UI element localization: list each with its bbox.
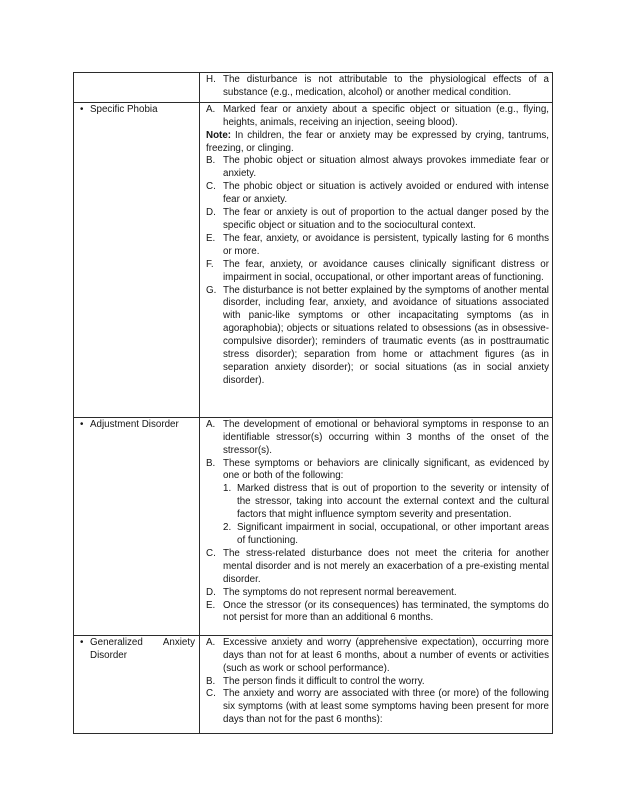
criterion-item	[206, 676, 549, 689]
criterion-text: Significant impairment in social, occupational, or other important areas of functioning.	[237, 522, 549, 546]
criteria-cell	[200, 73, 552, 102]
criterion-marker: C.	[206, 688, 216, 700]
disorder-cell	[74, 636, 200, 733]
table-row	[74, 636, 552, 733]
table-row	[74, 73, 552, 103]
criterion-marker: B.	[206, 675, 216, 687]
criterion-marker: B.	[206, 155, 216, 167]
criteria-cell	[200, 103, 552, 417]
criterion-text: The person finds it difficult to control the worry.	[223, 675, 425, 687]
criterion-text: Marked fear or anxiety about a specific object or situation (e.g., flying, heights, animals, receiving an injection, seeing blood).	[223, 103, 549, 128]
criterion-marker: A.	[206, 636, 216, 648]
criterion-item	[206, 458, 549, 484]
disorder-label: Generalized Anxiety Disorder	[90, 636, 195, 661]
disorder-label: Specific Phobia	[90, 103, 158, 115]
criterion-marker: A.	[206, 103, 216, 115]
criterion-marker: B.	[206, 457, 216, 469]
criterion-text: The anxiety and worry are associated with three (or more) of the following six symptoms (with at least some symptoms having been present for more days than not for the past 6 months):	[223, 688, 549, 726]
criterion-item	[206, 155, 549, 181]
criterion-item	[206, 587, 549, 600]
table-row	[74, 418, 552, 636]
criterion-item	[206, 637, 549, 676]
bullet-icon: •	[80, 103, 84, 115]
criterion-marker: G.	[206, 284, 217, 296]
criterion-item	[206, 285, 549, 388]
criterion-text: Once the stressor (or its consequences) has terminated, the symptoms do not persist for more than an additional 6 months.	[223, 599, 549, 624]
disorder-item	[80, 419, 195, 432]
criterion-item	[223, 483, 549, 522]
criterion-text: The symptoms do not represent normal bereavement.	[223, 586, 457, 598]
criterion-item	[206, 104, 549, 130]
criterion-text: The stress-related disturbance does not meet the criteria for another mental disorder and is not merely an exacerbation of a pre-existing mental disorder.	[223, 547, 549, 585]
disorder-item	[80, 637, 195, 663]
criteria-cell	[200, 636, 552, 733]
criterion-item	[206, 259, 549, 285]
criterion-text: The disturbance is not attributable to the physiological effects of a substance (e.g., medication, alcohol) or another medical condition.	[223, 74, 549, 98]
bullet-icon: •	[80, 636, 84, 648]
note-label: Note:	[206, 129, 232, 141]
criterion-marker: C.	[206, 181, 216, 193]
criterion-item	[206, 688, 549, 727]
criterion-item	[206, 600, 549, 626]
criterion-item	[206, 419, 549, 458]
criterion-text: The fear, anxiety, or avoidance is persistent, typically lasting for 6 months or more.	[223, 232, 549, 257]
criterion-marker: H.	[206, 74, 216, 85]
criterion-marker: D.	[206, 207, 216, 219]
criterion-text: Marked distress that is out of proportion to the severity or intensity of the stressor, taking into account the external context and the cultural factors that might influence symptom severity and presentation.	[237, 483, 549, 521]
criterion-text: The phobic object or situation is actively avoided or endured with intense fear or anxiety.	[223, 181, 549, 206]
criterion-item	[206, 548, 549, 587]
criterion-marker: F.	[206, 258, 214, 270]
criterion-text: The development of emotional or behavioral symptoms in response to an identifiable stressor(s) occurring within 3 months of the onset of the stressor(s).	[223, 418, 549, 456]
criterion-item	[206, 233, 549, 259]
note-paragraph: Note: In children, the fear or anxiety may be expressed by crying, tantrums, freezing, or clinging.	[206, 129, 549, 154]
criterion-item	[206, 181, 549, 207]
criterion-text: The disturbance is not better explained by the symptoms of another mental disorder, including fear, anxiety, and avoidance of situations associated with panic-like symptoms or other incapacitating symptoms (as in agoraphobia); objects or situations related to obsessions (as in obsessive-compulsive disorder); reminders of traumatic events (as in posttraumatic stress disorder); separation from home or attachment figures (as in separation anxiety disorder); or social situations (as in social anxiety disorder).	[223, 284, 549, 386]
criterion-text: The fear, anxiety, or avoidance causes clinically significant distress or impairment in social, occupational, or other important areas of functioning.	[223, 258, 549, 283]
disorder-cell	[74, 103, 200, 417]
bullet-icon: •	[80, 418, 84, 430]
criterion-item	[206, 207, 549, 233]
disorder-cell	[74, 418, 200, 635]
criteria-cell	[200, 418, 552, 635]
criterion-marker: A.	[206, 418, 216, 430]
criterion-marker: E.	[206, 232, 216, 244]
disorder-item	[80, 104, 195, 117]
criterion-marker: 1.	[223, 483, 232, 495]
criteria-table	[73, 72, 553, 734]
criterion-text: The fear or anxiety is out of proportion to the actual danger posed by the specific object or situation and to the sociocultural context.	[223, 207, 549, 231]
criterion-text: These symptoms or behaviors are clinically significant, as evidenced by one or both of the following:	[223, 457, 549, 482]
criterion-item	[206, 74, 549, 100]
criterion-marker: D.	[206, 586, 216, 598]
criterion-marker: 2.	[223, 522, 232, 534]
table-row	[74, 103, 552, 418]
criterion-marker: E.	[206, 599, 216, 611]
disorder-label: Adjustment Disorder	[90, 418, 179, 430]
criterion-marker: C.	[206, 547, 216, 559]
criterion-text: The phobic object or situation almost always provokes immediate fear or anxiety.	[223, 155, 549, 180]
criterion-text: Excessive anxiety and worry (apprehensive expectation), occurring more days than not for at least 6 months, about a number of events or activities (such as work or school performance).	[223, 636, 549, 674]
criterion-item	[223, 522, 549, 548]
disorder-cell	[74, 73, 200, 102]
